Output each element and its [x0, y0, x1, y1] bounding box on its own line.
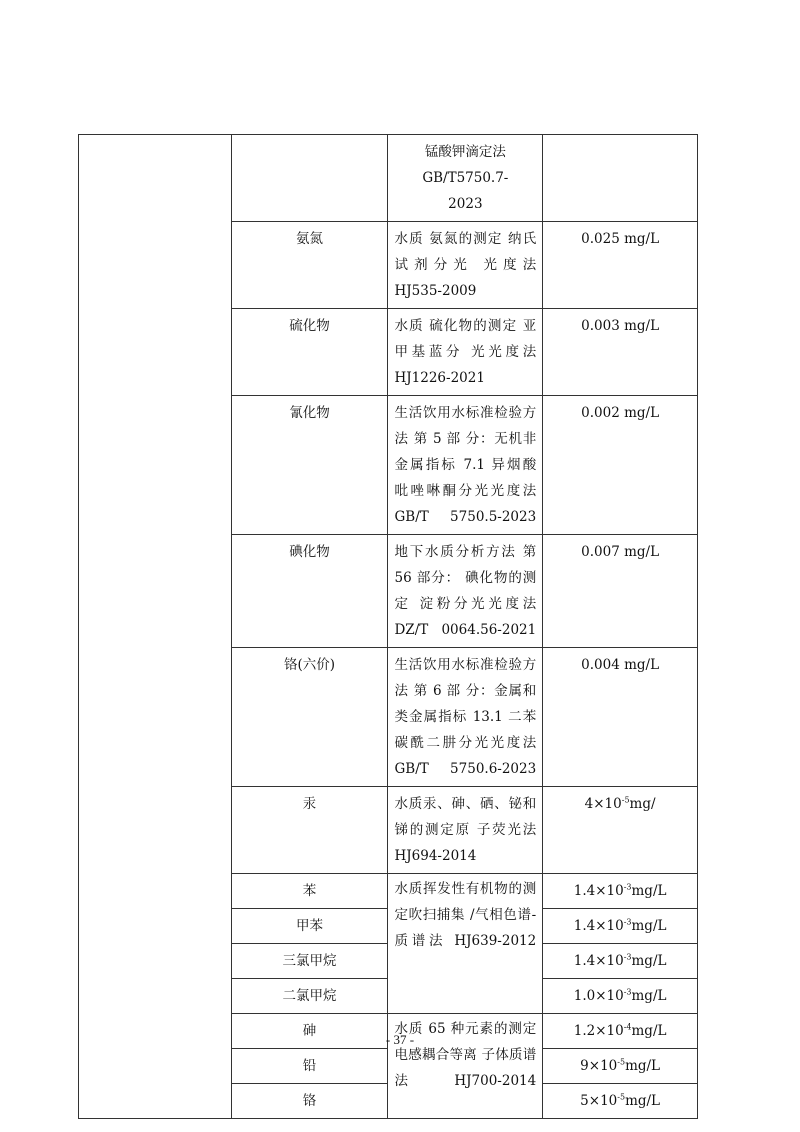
indicator-cell: 铬(六价)	[231, 648, 388, 787]
indicator-cell: 苯	[231, 874, 388, 909]
limit-value: $1.4\times 10^{-3}mg/L$	[573, 882, 667, 899]
method-cell: 水质汞、砷、硒、铋和锑的测定原 子荧光法 HJ694-2014	[388, 787, 543, 874]
indicator-cell: 氰化物	[231, 396, 388, 535]
detection-method-table	[78, 134, 698, 1119]
limit-cell: 0.002 mg/L	[543, 396, 698, 535]
limit-value: $1.2\times 10^{-4}mg/L$	[573, 1022, 667, 1039]
limit-cell	[543, 135, 698, 222]
limit-value: $4\times 10^{-5}mg/$	[584, 795, 656, 812]
method-cell: 水质挥发性有机物的测定吹扫捕集 /气相色谱-质谱法 HJ639-2012	[388, 874, 543, 1014]
limit-cell	[543, 944, 698, 979]
category-cell	[79, 135, 232, 1119]
limit-cell: 0.003 mg/L	[543, 309, 698, 396]
indicator-cell: 铅	[231, 1049, 388, 1084]
method-cell: 生活饮用水标准检验方法 第 5 部 分：无机非金属指标 7.1 异烟酸 吡唑啉酮分光光度法 GB/T 5750.5-2023	[388, 396, 543, 535]
indicator-cell: 汞	[231, 787, 388, 874]
method-cell: 地下水质分析方法 第 56 部分： 碘化物的测定 淀粉分光光度法 DZ/T 0064.56-2021	[388, 535, 543, 648]
method-cell: 锰酸钾滴定法 GB/T5750.7-2023	[388, 135, 543, 222]
indicator-cell: 二氯甲烷	[231, 979, 388, 1014]
method-cell: 水质 氨氮的测定 纳氏试剂分光 光度法 HJ535-2009	[388, 222, 543, 309]
indicator-cell: 氨氮	[231, 222, 388, 309]
limit-value: $5\times 10^{-5}mg/L$	[580, 1092, 661, 1109]
limit-cell	[543, 979, 698, 1014]
limit-value: $1.4\times 10^{-3}mg/L$	[573, 917, 667, 934]
indicator-cell: 硫化物	[231, 309, 388, 396]
indicator-cell: 甲苯	[231, 909, 388, 944]
limit-cell: 0.004 mg/L	[543, 648, 698, 787]
indicator-cell: 铬	[231, 1084, 388, 1119]
limit-value: $1.4\times 10^{-3}mg/L$	[573, 952, 667, 969]
limit-cell	[543, 1049, 698, 1084]
limit-value: $1.0\times 10^{-3}mg/L$	[573, 987, 667, 1004]
indicator-cell: 三氯甲烷	[231, 944, 388, 979]
indicator-cell	[231, 135, 388, 222]
limit-cell	[543, 909, 698, 944]
method-cell: 水质 硫化物的测定 亚甲基蓝分 光光度法 HJ1226-2021	[388, 309, 543, 396]
limit-cell	[543, 787, 698, 874]
limit-value: $9\times 10^{-5}mg/L$	[580, 1057, 661, 1074]
limit-cell	[543, 1084, 698, 1119]
indicator-cell: 砷	[231, 1014, 388, 1049]
table-row	[79, 135, 698, 222]
limit-cell	[543, 874, 698, 909]
limit-cell: 0.007 mg/L	[543, 535, 698, 648]
method-cell: 生活饮用水标准检验方法 第 6 部 分：金属和类金属指标 13.1 二苯 碳酰二肼分光光度法 GB/T 5750.6-2023	[388, 648, 543, 787]
method-cell: 水质 65 种元素的测定电感耦合等离 子体质谱法 HJ700-2014	[388, 1014, 543, 1119]
limit-cell: 0.025 mg/L	[543, 222, 698, 309]
page-number: - 37 -	[385, 1032, 415, 1047]
indicator-cell: 碘化物	[231, 535, 388, 648]
